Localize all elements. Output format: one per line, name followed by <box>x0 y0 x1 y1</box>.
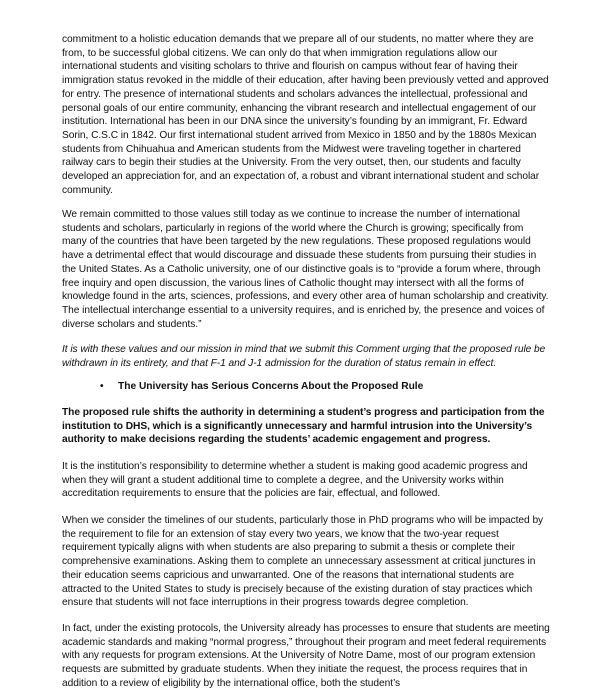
bullet-marker: • <box>100 381 104 392</box>
paragraph-phd-timelines: When we consider the timelines of our students, particularly those in PhD programs who will be impacted by the requirement to file for an extension of stay every two years, we know that the two-year request requirement typically aligns with when students are also preparing to submit a thesis or complete their comprehensive examinations. Asking them to complete an unnecessary assessment at critical junctures in their education seems capricious and unwarranted. One of the reasons that international students are attracted to the United States to study is precisely because of the existing duration of stay practices which ensure that students will not face interruptions in their progress towards degree completion. <box>62 515 544 609</box>
paragraph-existing-protocols: In fact, under the existing protocols, the University already has processes to ensure that students are meeting academic standards and making “normal progress,” throughout their program and meet federal requirements with any requests for program extensions. At the University of Notre Dame, most of our program extension requests are submitted by graduate students. When they initiate the request, the process requires that in addition to a review of eligibility by the international office, both the student’s <box>62 623 550 689</box>
paragraph-mission-comment: It is with these values and our mission in mind that we submit this Comment urging that the proposed rule be withdrawn in its entirety, and that F-1 and J-1 admission for the duration of status remain in effect. <box>62 344 546 369</box>
bullet-heading-row <box>100 380 560 394</box>
bullet-heading: The University has Serious Concerns About the Proposed Rule <box>118 381 424 392</box>
paragraph-holistic-education: commitment to a holistic education demands that we prepare all of our students, no matter where they are from, to be successful global citizens. We can only do that when immigration regulations allow our international students and visiting scholars to thrive and flourish on campus without fear of having their immigration status revoked in the middle of their education, after having been previously vetted and approved for entry. The presence of international students and scholars advances the intellectual, professional and personal goals of our entire community, enhancing the vibrant research and intellectual engagement of our institution. International has been in our DNA since the university’s founding by an immigrant, Fr. Edward Sorin, C.S.C in 1842. Our first international student arrived from Mexico in 1850 and by the 1880s Mexican students from Chihuahua and American students from the Midwest were traveling together in chartered railway cars to begin their studies at the University. From the very outset, then, our students and faculty developed an appreciation for, and an expectation of, a robust and vibrant international student and scholar community. <box>62 34 549 196</box>
paragraph-institution-responsibility: It is the institution’s responsibility to determine whether a student is making good academic progress and when they will grant a student additional time to complete a degree, and the University works within accreditation requirements to ensure that the policies are fair, effectual, and followed. <box>62 461 528 500</box>
paragraph-authority-shift: The proposed rule shifts the authority in determining a student’s progress and participation from the institution to DHS, which is a significantly unnecessary and harmful intrusion into the University’s authority to make decisions regarding the students’ academic engagement and progress. <box>62 407 545 446</box>
paragraph-remain-committed: We remain committed to those values still today as we continue to increase the number of international students and scholars, particularly in regions of the world where the Church is growing; specifically from many of the countries that have been targeted by the new regulations. These proposed regulations would have a detrimental effect that would discourage and dissuade these students from pursuing their studies in the United States. As a Catholic university, one of our distinctive goals is to “provide a forum where, through free inquiry and open discussion, the various lines of Catholic thought may intersect with all the forms of knowledge found in the arts, sciences, professions, and every other area of human scholarship and creativity. The intellectual interchange essential to a university requires, and is enriched by, the presence and voices of diverse scholars and students.” <box>62 209 549 330</box>
